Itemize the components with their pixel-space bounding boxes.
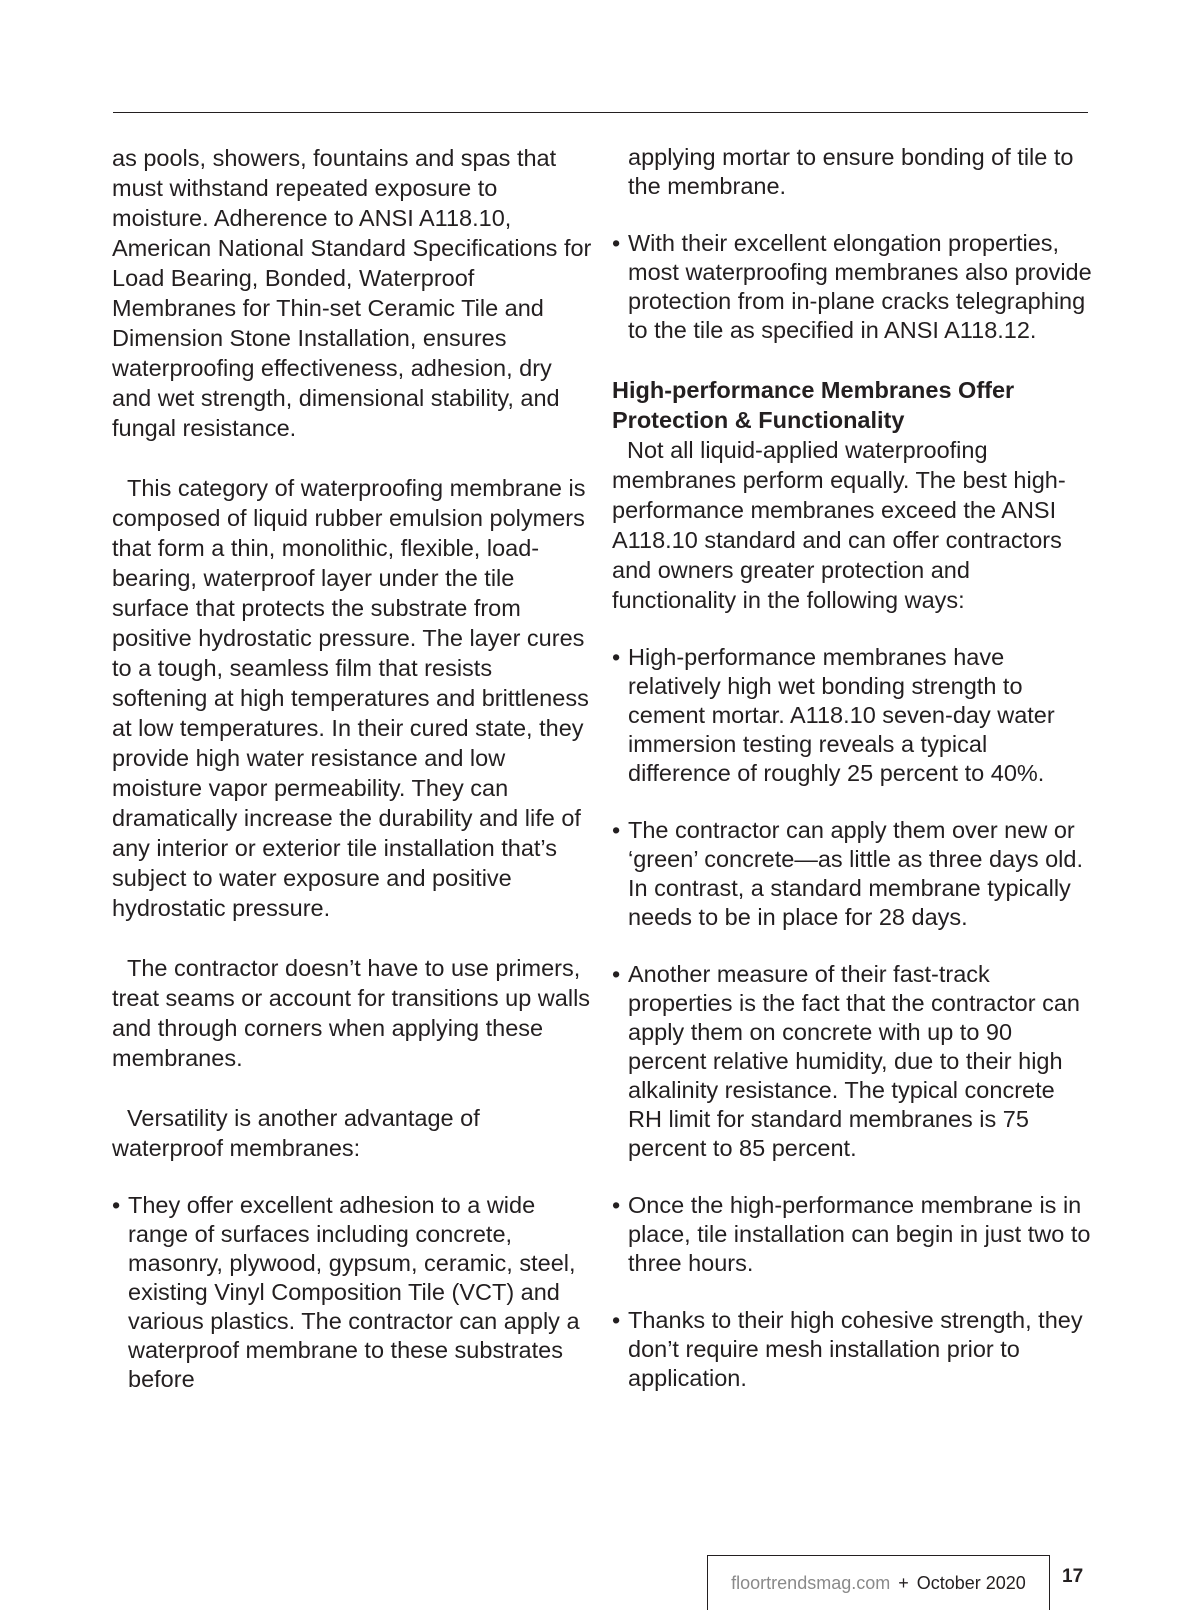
right-bullet-3: • Another measure of their fast-track properties is the fact that the contractor can apply them on concrete with up to 90 percent relative humidity, due to their high alkalinity resistance. The typical concrete RH limit for standard membranes is 75 percent to 85 percent. [612,960,1092,1163]
footer-site: floortrendsmag.com [731,1572,891,1593]
left-paragraph-1: as pools, showers, fountains and spas that must withstand repeated exposure to moisture. Adherence to ANSI A118.10, American National Standard Specifications for Load Bearing, Bonded, Waterproof Membranes for Thin-set Ceramic Tile and Dimension Stone Installation, ensures waterproofing effectiveness, adhesion, dry and wet strength, dimensional stability, and fungal resistance. [112,145,592,441]
left-paragraph-3: The contractor doesn’t have to use primers, treat seams or account for transitions up walls and through corners when applying these membranes. [112,955,591,1071]
top-rule [113,112,1088,113]
right-bullet-4: • Once the high-performance membrane is in place, tile installation can begin in just two to three hours. [612,1191,1092,1278]
left-column [112,143,592,1394]
left-paragraph-2: This category of waterproofing membrane is composed of liquid rubber emulsion polymers that form a thin, monolithic, flexible, load-bearing, waterproof layer under the tile surface that protects the substrate from positive hydrostatic pressure. The layer cures to a tough, seamless film that resists softening at high temperatures and brittleness at low temperatures. In their cured state, they provide high water resistance and low moisture vapor permeability. They can dramatically increase the durability and life of any interior or exterior tile installation that’s subject to water exposure and positive hydrostatic pressure. [112,475,589,921]
page-number: 17 [1062,1566,1084,1587]
footer-separator: + [898,1572,909,1593]
right-column [612,143,1092,1393]
right-bullet-1: • High-performance membranes have relatively high wet bonding strength to cement mortar. A118.10 seven-day water immersion testing reveals a typical difference of roughly 25 percent to 40%. [612,643,1092,788]
right-bullet-elongation: • With their excellent elongation properties, most waterproofing membranes also provide protection from in-plane cracks telegraphing to the tile as specified in ANSI A118.12. [612,229,1092,345]
section-heading: High-performance Membranes Offer Protection & Functionality [612,377,1015,433]
footer-box [707,1555,1050,1610]
right-paragraph-1: Not all liquid-applied waterproofing membranes perform equally. The best high-performance membranes exceed the ANSI A118.10 standard and can offer contractors and owners greater protection and functionality in the following ways: [612,437,1066,613]
right-bullet-5: • Thanks to their high cohesive strength, they don’t require mesh installation prior to application. [612,1306,1092,1393]
right-bullet-continuation: applying mortar to ensure bonding of tile to the membrane. [628,144,1074,199]
right-bullet-2: • The contractor can apply them over new or ‘green’ concrete—as little as three days old. In contrast, a standard membrane typically needs to be in place for 28 days. [612,816,1092,932]
left-paragraph-4: Versatility is another advantage of waterproof membranes: [112,1105,480,1161]
footer-date: October 2020 [916,1572,1026,1593]
left-bullet-1: • They offer excellent adhesion to a wide range of surfaces including concrete, masonry, plywood, gypsum, ceramic, steel, existing Vinyl Composition Tile (VCT) and various plastics. The contractor can apply a waterproof membrane to these substrates before [112,1191,592,1394]
